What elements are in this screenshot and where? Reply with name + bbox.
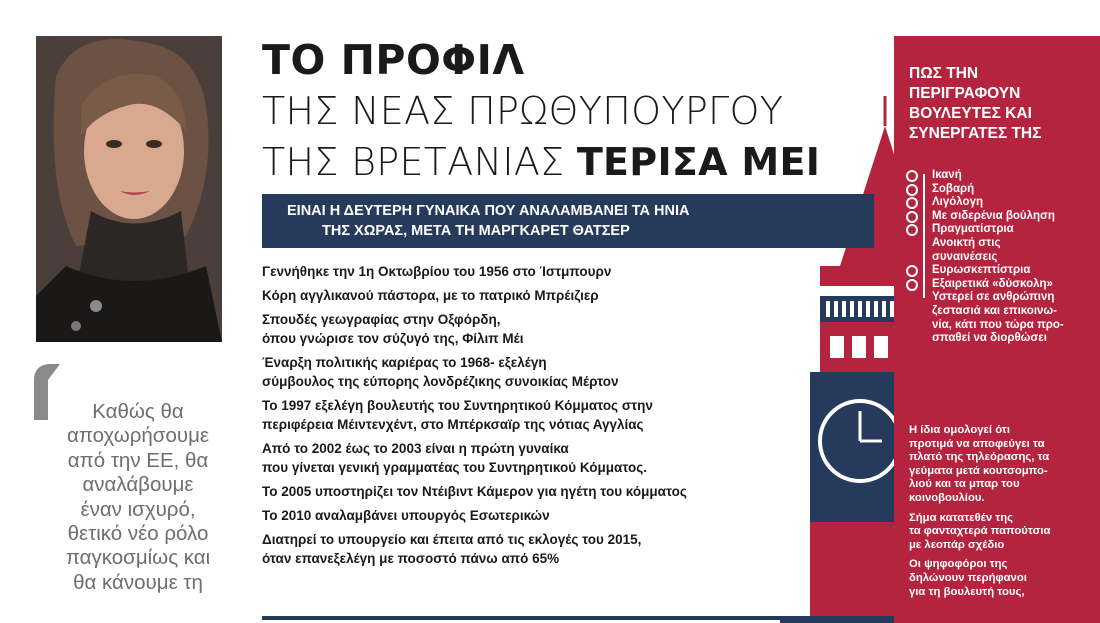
bottom-rule xyxy=(262,616,912,620)
trait-text: Ανοικτή στις xyxy=(932,236,1001,249)
note-line: πλατό της τηλεόρασης, τα xyxy=(909,451,1050,464)
trait-item xyxy=(906,278,1096,292)
trait-item xyxy=(906,264,1096,278)
bio-fact xyxy=(262,262,802,281)
trait-text: Λιγόλογη xyxy=(932,196,983,209)
panel-title xyxy=(909,64,1041,144)
headline-line-2: ΤΗΣ ΝΕΑΣ ΠΡΩΘΥΠΟΥΡΓΟΥ xyxy=(262,89,784,133)
bullet-ring-icon xyxy=(906,265,918,277)
bio-fact xyxy=(262,310,802,348)
bio-fact-line: που γίνεται γενική γραμματέας του Συντηρητικού Κόμματος. xyxy=(262,460,648,475)
bullet-ring-icon xyxy=(906,279,918,291)
quote-line: έναν ισχυρό, xyxy=(80,497,196,521)
headline-line-3 xyxy=(262,139,820,185)
quote-line: θετικό νέο ρόλο xyxy=(67,522,209,546)
trait-item xyxy=(906,319,1096,333)
note-paragraph xyxy=(909,424,1095,506)
trait-item xyxy=(906,237,1096,251)
bio-fact-line: όταν επανεξελέγη με ποσοστό πάνω από 65% xyxy=(262,551,560,566)
trait-item xyxy=(906,183,1096,197)
trait-text: Με σιδερένια βούληση xyxy=(932,209,1055,222)
trait-text: Ικανή xyxy=(932,169,962,181)
trait-item xyxy=(906,332,1096,346)
trait-text: Σοβαρή xyxy=(932,182,975,195)
bio-facts-list xyxy=(262,262,802,573)
bullet-ring-icon xyxy=(906,211,918,223)
trait-text: νία, κάτι που τώρα προ- xyxy=(932,318,1064,331)
bio-fact-line: Το 2005 υποστηρίζει τον Ντέιβιντ Κάμερον για ηγέτη του κόμματος xyxy=(262,484,687,499)
note-line: τα φανταχτερά παπούτσια xyxy=(909,525,1051,538)
bullet-ring-icon xyxy=(906,170,918,182)
quote-line: αποχωρήσουμε xyxy=(66,424,210,448)
banner-line-1: ΕΙΝΑΙ Η ΔΕΥΤΕΡΗ ΓΥΝΑΙΚΑ ΠΟΥ ΑΝΑΛΑΜΒΑΝΕΙ ΤΑ ΗΝΙΑ xyxy=(287,203,690,219)
note-paragraph xyxy=(909,512,1095,553)
bio-fact-line: Διατηρεί το υπουργείο και έπειτα από τις εκλογές του 2015, xyxy=(262,532,642,547)
panel-title-line: ΠΕΡΙΓΡΑΦΟΥΝ xyxy=(909,85,1021,102)
headline: ΤΟ ΠΡΟΦΙΛ xyxy=(262,36,525,84)
bio-fact-line: Από το 2002 έως το 2003 είναι η πρώτη γυναίκα xyxy=(262,441,569,456)
bullet-ring-icon xyxy=(906,197,918,209)
panel-title-line: ΠΩΣ ΤΗΝ xyxy=(909,65,979,82)
trait-item xyxy=(906,210,1096,224)
quote-line: θα κάνουμε τη xyxy=(73,570,203,594)
bio-fact-line: σύμβουλος της εύπορης λονδρέζικης συνοικίας Μέρτον xyxy=(262,374,619,389)
trait-item xyxy=(906,196,1096,210)
bio-fact-line: Σπουδές γεωγραφίας στην Οξφόρδη, xyxy=(262,312,501,327)
descriptions-panel xyxy=(894,36,1100,623)
bio-fact xyxy=(262,530,802,568)
trait-text: Ευρωσκεπτίστρια xyxy=(932,264,1031,277)
bio-fact-line: Έναρξη πολιτικής καριέρας το 1968- εξελέγη xyxy=(262,355,547,370)
quote-line: αναλάβουμε xyxy=(82,473,194,497)
note-line: με λεοπάρ σχέδιο xyxy=(909,538,1005,551)
note-line: γεύματα μετά κουτσομπο- xyxy=(909,464,1048,477)
trait-item xyxy=(906,169,1096,183)
banner-line-2: ΤΗΣ ΧΩΡΑΣ, ΜΕΤΑ ΤΗ ΜΑΡΓΚΑΡΕΤ ΘΑΤΣΕΡ xyxy=(322,223,630,239)
pull-quote xyxy=(38,400,238,595)
note-line: Οι ψηφοφόροι της xyxy=(909,558,1008,571)
portrait-illustration xyxy=(36,36,222,342)
trait-text: Εξαιρετικά «δύσκολη» xyxy=(932,277,1053,290)
trait-item xyxy=(906,291,1096,305)
quote-line: από την ΕΕ, θα xyxy=(67,448,209,472)
headline-line-3-prefix: ΤΗΣ ΒΡΕΤΑΝΙΑΣ xyxy=(262,140,565,184)
bio-fact-line: Γεννήθηκε την 1η Οκτωβρίου του 1956 στο Ίστμπουρν xyxy=(262,264,612,279)
trait-text: σπαθεί να διορθώσει xyxy=(932,332,1047,345)
bio-fact-line: Κόρη αγγλικανού πάστορα, με το πατρικό Μπρέιζιερ xyxy=(262,288,599,303)
bio-fact-line: Το 1997 εξελέγη βουλευτής του Συντηρητικού Κόμματος στην xyxy=(262,398,653,413)
note-paragraph xyxy=(909,558,1095,599)
note-line: κοινοβουλίου. xyxy=(909,491,985,504)
quote-line: Καθώς θα xyxy=(92,400,184,423)
panel-title-line: ΣΥΝΕΡΓΑΤΕΣ ΤΗΣ xyxy=(909,125,1042,142)
trait-item xyxy=(906,305,1096,319)
bio-fact xyxy=(262,506,802,525)
notes-list xyxy=(909,424,1095,605)
note-line: δηλώνουν περήφανοι xyxy=(909,571,1027,584)
quote-line: παγκοσμίως και xyxy=(65,546,211,570)
trait-text: Υστερεί σε ανθρώπινη xyxy=(932,291,1055,304)
trait-text: συναινέσεις xyxy=(932,250,998,263)
bio-fact xyxy=(262,396,802,434)
trait-item xyxy=(906,223,1096,237)
traits-list xyxy=(906,169,1096,346)
bio-fact xyxy=(262,482,802,501)
portrait-photo xyxy=(36,36,222,342)
trait-text: ζεστασιά και επικοινω- xyxy=(932,304,1057,317)
bio-fact-line: Το 2010 αναλαμβάνει υπουργός Εσωτερικών xyxy=(262,508,550,523)
bio-fact xyxy=(262,286,802,305)
note-line: για τη βουλευτή τους, xyxy=(909,585,1025,598)
bio-fact xyxy=(262,439,802,477)
note-line: Σήμα κατατεθέν της xyxy=(909,511,1014,524)
trait-text: Πραγματίστρια xyxy=(932,223,1014,236)
bullet-ring-icon xyxy=(906,224,918,236)
bullet-ring-icon xyxy=(906,184,918,196)
note-line: λιού και τα μπαρ του xyxy=(909,478,1020,491)
note-line: προτιμά να αποφεύγει τα xyxy=(909,437,1045,450)
trait-item xyxy=(906,251,1096,265)
bio-fact-line: όπου γνώρισε τον σύζυγό της, Φίλιπ Μέι xyxy=(262,331,524,346)
headline-name: ΤΕΡΙΣΑ ΜΕΙ xyxy=(576,140,821,184)
bio-fact-line: περιφέρεια Μέιντενχέντ, στο Μπέρκσαϊρ της νότιας Αγγλίας xyxy=(262,417,644,432)
bio-fact xyxy=(262,353,802,391)
subtitle-banner xyxy=(262,194,874,248)
note-line: Η ίδια ομολογεί ότι xyxy=(909,424,1010,436)
panel-title-line: ΒΟΥΛΕΥΤΕΣ ΚΑΙ xyxy=(909,105,1032,122)
